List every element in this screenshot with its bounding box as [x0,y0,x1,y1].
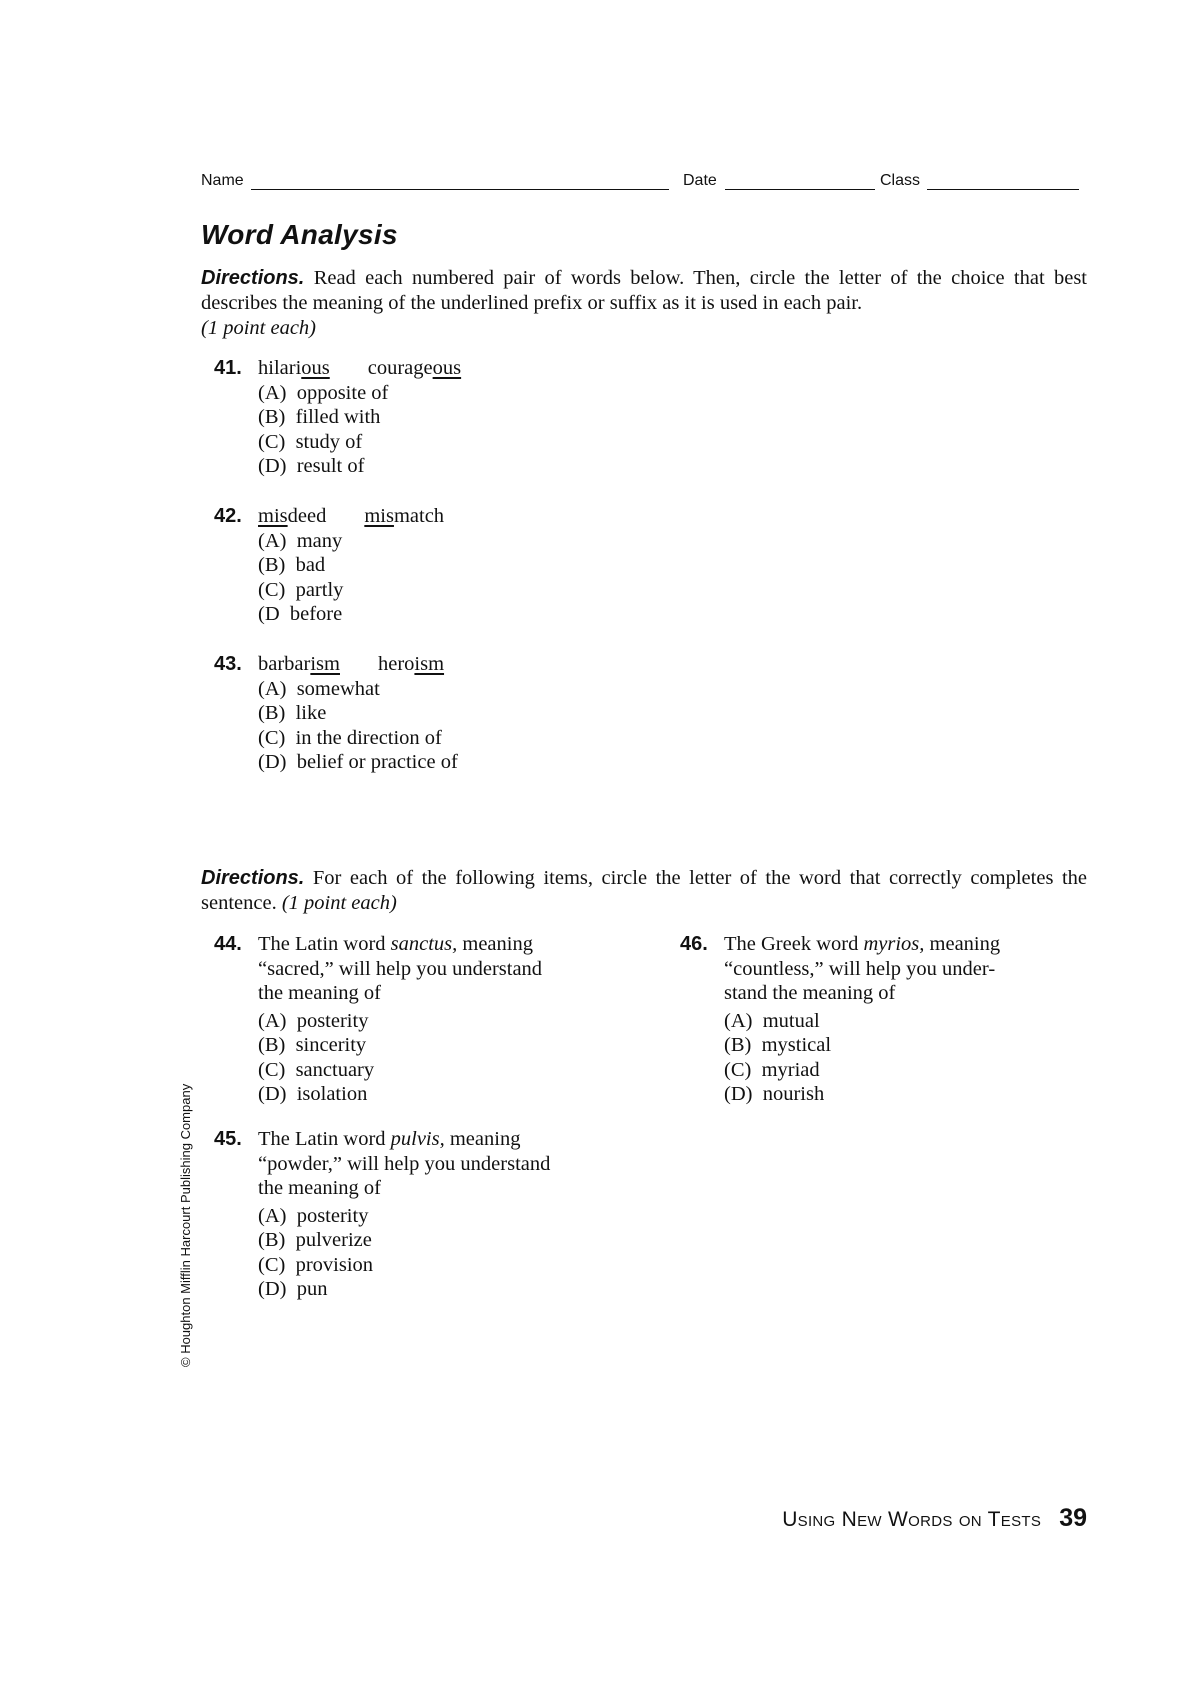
footer-title: Using New Words on Tests [782,1508,1042,1531]
header-fields [201,170,1079,194]
page-number: 39 [1059,1504,1087,1532]
choice-d[interactable]: (D) result of [258,455,365,477]
points-note: (1 point each) [281,892,397,914]
choice-d[interactable]: (D) isolation [258,1083,368,1105]
choice-c[interactable]: (C) sanctuary [258,1058,375,1081]
class-field[interactable] [927,189,1079,190]
choice-c[interactable]: (C) partly [258,578,344,601]
choice-d[interactable]: (D) nourish [724,1083,825,1105]
class-label: Class [880,172,921,189]
choice-a[interactable]: (A) opposite of [258,381,389,404]
question-number: 45. [214,1128,242,1150]
choice-a[interactable]: (A) mutual [724,1009,820,1032]
question-stem: The Greek word myrios, meaning [724,933,1001,955]
question-stem: The Latin word sanctus, meaning [258,933,533,955]
choice-a[interactable]: (A) posterity [258,1204,369,1227]
choice-b[interactable]: (B) pulverize [258,1229,372,1251]
name-field[interactable] [251,189,669,190]
question-44: 44. The Latin word sanctus, meaning “sacred,” will help you understand the meaning of (A) posterity (B) sincerity (C) sanctuary (D) isolation [214,933,543,1105]
choice-d[interactable]: (D) belief or practice of [258,751,458,773]
page-footer [782,1504,1087,1533]
word-pair: misdeed mismatch [258,505,445,527]
question-number: 41. [214,357,242,379]
choice-c[interactable]: (C) provision [258,1253,374,1276]
choice-b[interactable]: (B) mystical [724,1034,832,1056]
date-field[interactable] [725,189,875,190]
choice-c[interactable]: (C) in the direction of [258,726,442,749]
choice-b[interactable]: (B) like [258,702,327,724]
question-46: 46. The Greek word myrios, meaning “countless,” will help you under- stand the meaning of (A) mutual (B) mystical (C) myriad (D) nourish [680,933,1001,1105]
question-41 [214,356,614,486]
question-number: 44. [214,933,242,955]
question-number: 46. [680,933,708,955]
choice-a[interactable]: (A) posterity [258,1009,369,1032]
directions-1 [201,266,1087,341]
question-number: 43. [214,653,242,675]
directions-label: Directions. [201,267,305,289]
directions-text: For each of the following items, circle the letter of the word that correctly completes the sentence. [201,867,1088,914]
choice-d[interactable]: (D before [258,603,343,625]
question-43 [214,652,614,782]
page-title: Word Analysis [201,219,398,250]
directions-label: Directions. [201,867,305,889]
word-pair: hilarious courageous [258,357,462,379]
name-label: Name [201,172,244,189]
question-stem: The Latin word pulvis, meaning [258,1128,521,1150]
copyright-notice: © Houghton Mifflin Harcourt Publishing Company [178,1083,193,1367]
choice-c[interactable]: (C) study of [258,430,363,453]
directions-text: Read each numbered pair of words below. Then, circle the letter of the choice that best describes the meaning of the underlined prefix or suffix as it is used in each pair. [201,267,1088,314]
choice-a[interactable]: (A) many [258,529,343,552]
choice-c[interactable]: (C) myriad [724,1058,820,1081]
date-label: Date [683,172,717,189]
choice-b[interactable]: (B) bad [258,554,326,576]
question-number: 42. [214,505,242,527]
choice-a[interactable]: (A) somewhat [258,677,380,700]
points-note: (1 point each) [201,317,316,339]
choice-d[interactable]: (D) pun [258,1278,328,1300]
choice-b[interactable]: (B) sincerity [258,1034,367,1056]
word-pair: barbarism heroism [258,653,445,675]
question-45: 45. The Latin word pulvis, meaning “powder,” will help you understand the meaning of (A) posterity (B) pulverize (C) provision (D) pun [214,1128,551,1300]
question-42 [214,504,614,634]
directions-2 [201,866,1087,916]
choice-b[interactable]: (B) filled with [258,406,381,428]
